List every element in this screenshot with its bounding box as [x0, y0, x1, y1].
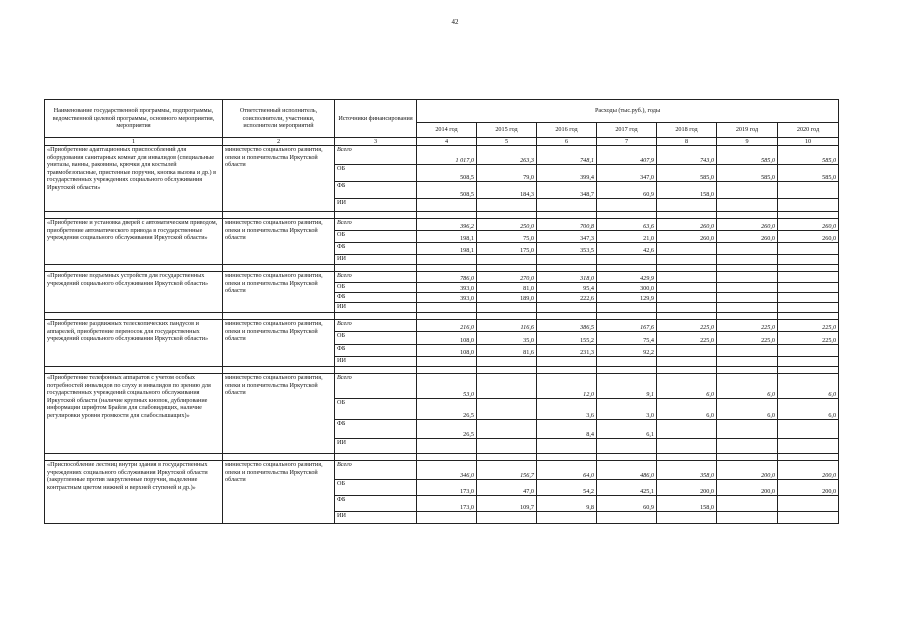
gap-cell: [335, 212, 417, 219]
expense-value: [537, 512, 597, 524]
funding-source: Всего: [335, 374, 417, 399]
activity-name: «Приобретение раздвижных телескопических пандусов и аппарелей, приобретение переносок для государственных учреждений социального обслуживания Иркутской области»: [45, 320, 223, 367]
expense-value: 92,2: [597, 345, 657, 357]
header-column-number: 6: [537, 138, 597, 146]
gap-cell: [657, 313, 717, 320]
expense-value: [717, 272, 778, 283]
expense-value: [778, 199, 839, 212]
table-row: [45, 219, 839, 231]
header-source: Источники финансирования: [335, 100, 417, 138]
expense-value: 75,4: [597, 332, 657, 345]
expense-value: [657, 439, 717, 454]
expense-value: 53,0: [417, 374, 477, 399]
gap-cell: [45, 265, 223, 272]
expense-value: 6,1: [597, 420, 657, 439]
funding-source: ФБ: [335, 496, 417, 512]
expense-value: 63,6: [597, 219, 657, 231]
expense-value: [717, 512, 778, 524]
expense-value: 8,4: [537, 420, 597, 439]
page-number: 42: [451, 18, 459, 26]
expense-value: [597, 255, 657, 265]
expense-value: [657, 303, 717, 313]
header-year: 2016 год: [537, 123, 597, 138]
gap-cell: [537, 313, 597, 320]
expense-value: 6,0: [657, 399, 717, 420]
expense-value: 167,6: [597, 320, 657, 332]
gap-cell: [45, 367, 223, 374]
expense-value: [778, 420, 839, 439]
expense-value: [778, 272, 839, 283]
funding-source: Всего: [335, 320, 417, 332]
gap-cell: [537, 367, 597, 374]
gap-cell: [717, 212, 778, 219]
gap-cell: [417, 265, 477, 272]
header-year: 2015 год: [477, 123, 537, 138]
header-expenses: Расходы (тыс.руб.), годы: [417, 100, 839, 123]
expense-value: 21,0: [597, 231, 657, 243]
expense-value: 26,5: [417, 420, 477, 439]
expense-value: 81,6: [477, 345, 537, 357]
header-column-number: 7: [597, 138, 657, 146]
expense-value: 200,0: [778, 480, 839, 496]
header-year: 2017 год: [597, 123, 657, 138]
expense-value: [778, 496, 839, 512]
expense-value: 508,5: [417, 182, 477, 199]
expense-value: [778, 345, 839, 357]
expense-value: 260,0: [717, 231, 778, 243]
expense-value: 270,0: [477, 272, 537, 283]
expense-value: 200,0: [778, 461, 839, 480]
gap-cell: [417, 367, 477, 374]
expense-value: 585,0: [717, 146, 778, 165]
expense-value: [717, 303, 778, 313]
expense-value: [477, 439, 537, 454]
expense-value: 60,9: [597, 496, 657, 512]
gap-cell: [477, 313, 537, 320]
gap-cell: [597, 265, 657, 272]
expense-value: 743,0: [657, 146, 717, 165]
gap-cell: [417, 454, 477, 461]
expense-value: [597, 303, 657, 313]
funding-source: ФБ: [335, 345, 417, 357]
expense-value: 184,3: [477, 182, 537, 199]
gap-cell: [778, 212, 839, 219]
activity-name: «Приспособление лестниц внутри здания в государственных учреждениях социального обслуживания Иркутской области (закругленные против закругленные поручни, выделение контрастным цветом нижней и верхней ступеней и др.)»: [45, 461, 223, 524]
header-year: 2020 год: [778, 123, 839, 138]
expense-value: 396,2: [417, 219, 477, 231]
expense-value: 358,0: [657, 461, 717, 480]
expense-value: 700,8: [537, 219, 597, 231]
expense-value: 81,0: [477, 283, 537, 293]
activity-executor: министерство социального развития, опеки и попечительства Иркутской области: [223, 146, 335, 212]
expense-value: [477, 374, 537, 399]
gap-cell: [223, 454, 335, 461]
expense-value: [657, 283, 717, 293]
expense-value: [537, 199, 597, 212]
table-row: [45, 146, 839, 165]
expense-value: 129,9: [597, 293, 657, 303]
gap-cell: [657, 265, 717, 272]
header-year: 2018 год: [657, 123, 717, 138]
gap-cell: [717, 367, 778, 374]
expense-value: [657, 293, 717, 303]
expense-value: 346,0: [417, 461, 477, 480]
expense-value: 748,1: [537, 146, 597, 165]
gap-cell: [335, 313, 417, 320]
gap-cell: [717, 265, 778, 272]
expense-value: [778, 283, 839, 293]
funding-source: Всего: [335, 219, 417, 231]
expense-value: 786,0: [417, 272, 477, 283]
funding-source: ИИ: [335, 439, 417, 454]
expense-value: 158,0: [657, 182, 717, 199]
gap-cell: [417, 212, 477, 219]
funding-source: Всего: [335, 461, 417, 480]
expense-value: [778, 243, 839, 255]
funding-source: ИИ: [335, 199, 417, 212]
expense-value: 158,0: [657, 496, 717, 512]
expense-value: 347,0: [597, 165, 657, 182]
expense-value: [717, 420, 778, 439]
budget-table: [44, 99, 839, 524]
expense-value: 225,0: [717, 332, 778, 345]
header-column-number: 10: [778, 138, 839, 146]
gap-cell: [477, 454, 537, 461]
expense-value: 347,3: [537, 231, 597, 243]
funding-source: ФБ: [335, 293, 417, 303]
gap-cell: [717, 454, 778, 461]
expense-value: 429,9: [597, 272, 657, 283]
funding-source: ИИ: [335, 512, 417, 524]
gap-cell: [778, 313, 839, 320]
expense-value: [657, 420, 717, 439]
expense-value: 260,0: [778, 231, 839, 243]
expense-value: 6,0: [778, 399, 839, 420]
header-column-numbers: [45, 138, 839, 146]
expense-value: 109,7: [477, 496, 537, 512]
header-column-number: 2: [223, 138, 335, 146]
expense-value: 9,8: [537, 496, 597, 512]
expense-value: 585,0: [778, 165, 839, 182]
expense-value: [657, 512, 717, 524]
gap-cell: [597, 454, 657, 461]
expense-value: [717, 357, 778, 367]
expense-value: 75,0: [477, 231, 537, 243]
expense-value: [778, 357, 839, 367]
expense-value: 64,0: [537, 461, 597, 480]
expense-value: 42,6: [597, 243, 657, 255]
table-body: [45, 146, 839, 524]
expense-value: [778, 255, 839, 265]
expense-value: 198,1: [417, 231, 477, 243]
expense-value: 318,0: [537, 272, 597, 283]
expense-value: 585,0: [657, 165, 717, 182]
gap-cell: [597, 212, 657, 219]
expense-value: 156,7: [477, 461, 537, 480]
row-gap: [45, 265, 839, 272]
gap-cell: [335, 265, 417, 272]
gap-cell: [45, 212, 223, 219]
expense-value: 508,5: [417, 165, 477, 182]
expense-value: 6,0: [657, 374, 717, 399]
activity-executor: министерство социального развития, опеки и попечительства Иркутской области: [223, 219, 335, 265]
expense-value: 399,4: [537, 165, 597, 182]
expense-value: 79,0: [477, 165, 537, 182]
expense-value: [417, 303, 477, 313]
expense-value: [657, 243, 717, 255]
expense-value: 189,0: [477, 293, 537, 303]
gap-cell: [45, 313, 223, 320]
header-column-number: 5: [477, 138, 537, 146]
expense-value: [597, 357, 657, 367]
expense-value: [778, 293, 839, 303]
header-column-number: 9: [717, 138, 778, 146]
funding-source: ФБ: [335, 182, 417, 199]
expense-value: 47,0: [477, 480, 537, 496]
funding-source: ОБ: [335, 165, 417, 182]
expense-value: [597, 512, 657, 524]
table-row: [45, 320, 839, 332]
header-year: 2019 год: [717, 123, 778, 138]
gap-cell: [477, 212, 537, 219]
funding-source: ИИ: [335, 303, 417, 313]
expense-value: 108,0: [417, 332, 477, 345]
expense-value: 173,0: [417, 496, 477, 512]
expense-value: [597, 199, 657, 212]
row-gap: [45, 313, 839, 320]
gap-cell: [45, 454, 223, 461]
expense-value: [477, 399, 537, 420]
expense-value: 407,9: [597, 146, 657, 165]
expense-value: 155,2: [537, 332, 597, 345]
expense-value: [417, 512, 477, 524]
expense-value: 173,0: [417, 480, 477, 496]
row-gap: [45, 454, 839, 461]
expense-value: [537, 439, 597, 454]
gap-cell: [537, 454, 597, 461]
expense-value: 200,0: [717, 461, 778, 480]
expense-value: 260,0: [657, 219, 717, 231]
expense-value: [477, 255, 537, 265]
expense-value: [417, 199, 477, 212]
expense-value: 231,3: [537, 345, 597, 357]
gap-cell: [597, 367, 657, 374]
table-row: [45, 374, 839, 399]
funding-source: ОБ: [335, 231, 417, 243]
gap-cell: [335, 367, 417, 374]
expense-value: [717, 283, 778, 293]
expense-value: 225,0: [657, 320, 717, 332]
funding-source: Всего: [335, 146, 417, 165]
table-row: [45, 461, 839, 480]
header-column-number: 3: [335, 138, 417, 146]
expense-value: 225,0: [778, 320, 839, 332]
expense-value: [477, 199, 537, 212]
expense-value: [717, 182, 778, 199]
gap-cell: [417, 313, 477, 320]
gap-cell: [477, 265, 537, 272]
gap-cell: [335, 454, 417, 461]
gap-cell: [717, 313, 778, 320]
expense-value: 250,0: [477, 219, 537, 231]
gap-cell: [223, 212, 335, 219]
expense-value: 386,5: [537, 320, 597, 332]
table-row: [45, 272, 839, 283]
expense-value: 35,0: [477, 332, 537, 345]
gap-cell: [657, 454, 717, 461]
expense-value: [778, 439, 839, 454]
expense-value: 95,4: [537, 283, 597, 293]
expense-value: [717, 293, 778, 303]
gap-cell: [597, 313, 657, 320]
gap-cell: [657, 212, 717, 219]
expense-value: [657, 357, 717, 367]
funding-source: ОБ: [335, 283, 417, 293]
expense-value: 260,0: [778, 219, 839, 231]
expense-value: 353,5: [537, 243, 597, 255]
expense-value: [477, 357, 537, 367]
header-column-number: 8: [657, 138, 717, 146]
expense-value: 225,0: [717, 320, 778, 332]
funding-source: ФБ: [335, 243, 417, 255]
activity-executor: министерство социального развития, опеки и попечительства Иркутской области: [223, 320, 335, 367]
expense-value: [417, 357, 477, 367]
expense-value: [657, 345, 717, 357]
expense-value: 585,0: [717, 165, 778, 182]
funding-source: ОБ: [335, 332, 417, 345]
row-gap: [45, 212, 839, 219]
activity-executor: министерство социального развития, опеки и попечительства Иркутской области: [223, 461, 335, 524]
expense-value: 175,0: [477, 243, 537, 255]
activity-name: «Приобретение подъемных устройств для государственных учреждений социального обслуживания Иркутской области»: [45, 272, 223, 313]
expense-value: [537, 303, 597, 313]
funding-source: Всего: [335, 272, 417, 283]
expense-value: [657, 255, 717, 265]
activity-executor: министерство социального развития, опеки и попечительства Иркутской области: [223, 374, 335, 454]
gap-cell: [537, 212, 597, 219]
expense-value: [417, 439, 477, 454]
expense-value: 6,0: [717, 399, 778, 420]
expense-value: 225,0: [657, 332, 717, 345]
expense-value: 116,6: [477, 320, 537, 332]
expense-value: [717, 496, 778, 512]
expense-value: 12,0: [537, 374, 597, 399]
expense-value: 393,0: [417, 283, 477, 293]
activity-name: «Приобретение адаптационных приспособлений для оборудования санитарных комнат для инвалидов (специальные унитазы, ванны, раковины, крючки для костылей травмобезопасные, пристенные поручни, кнопка вызова и др.) в государственных учреждениях социального обслуживания Иркутской области»: [45, 146, 223, 212]
expense-value: 198,1: [417, 243, 477, 255]
expense-value: 6,0: [778, 374, 839, 399]
expense-value: 3,6: [537, 399, 597, 420]
expense-value: [717, 439, 778, 454]
expense-value: [717, 243, 778, 255]
expense-value: 26,5: [417, 399, 477, 420]
row-gap: [45, 367, 839, 374]
expense-value: 108,0: [417, 345, 477, 357]
funding-source: ИИ: [335, 255, 417, 265]
expense-value: 300,0: [597, 283, 657, 293]
expense-value: 263,3: [477, 146, 537, 165]
funding-source: ИИ: [335, 357, 417, 367]
gap-cell: [223, 313, 335, 320]
expense-value: [657, 199, 717, 212]
header-year: 2014 год: [417, 123, 477, 138]
header-column-number: 1: [45, 138, 223, 146]
expense-value: [597, 439, 657, 454]
expense-value: [778, 512, 839, 524]
expense-value: [717, 345, 778, 357]
gap-cell: [223, 367, 335, 374]
header-executor: Ответственный исполнитель, соисполнители, участники, исполнители мероприятий: [223, 100, 335, 138]
expense-value: 200,0: [657, 480, 717, 496]
expense-value: 1 017,0: [417, 146, 477, 165]
expense-value: 60,9: [597, 182, 657, 199]
expense-value: 225,0: [778, 332, 839, 345]
gap-cell: [657, 367, 717, 374]
table-header: [45, 100, 839, 146]
expense-value: 3,0: [597, 399, 657, 420]
expense-value: 54,2: [537, 480, 597, 496]
expense-value: [717, 199, 778, 212]
expense-value: [778, 303, 839, 313]
gap-cell: [778, 367, 839, 374]
funding-source: ОБ: [335, 399, 417, 420]
gap-cell: [223, 265, 335, 272]
expense-value: 260,0: [657, 231, 717, 243]
activity-name: «Приобретение и установка дверей с автоматическим приводом, приобретение автоматического привода в государственные учреждения социального обслуживания Иркутской области»: [45, 219, 223, 265]
expense-value: [477, 420, 537, 439]
expense-value: 585,0: [778, 146, 839, 165]
expense-value: 348,7: [537, 182, 597, 199]
gap-cell: [537, 265, 597, 272]
expense-value: 222,6: [537, 293, 597, 303]
activity-name: «Приобретение телефонных аппаратов с учетом особых потребностей инвалидов по слуху и инвалидов по зрению для государственных учреждений социального обслуживания Иркутской области (наличие крупных кнопок, дублирование информации шрифтом Брайля для слабовидящих, наличие регулировки уровня громкости для слабослышащих)»: [45, 374, 223, 454]
expense-value: [657, 272, 717, 283]
expense-value: 9,1: [597, 374, 657, 399]
expense-value: [477, 512, 537, 524]
funding-source: ОБ: [335, 480, 417, 496]
gap-cell: [477, 367, 537, 374]
gap-cell: [778, 265, 839, 272]
expense-value: 200,0: [717, 480, 778, 496]
gap-cell: [778, 454, 839, 461]
expense-value: 6,0: [717, 374, 778, 399]
expense-value: [537, 357, 597, 367]
expense-value: [717, 255, 778, 265]
expense-value: 425,1: [597, 480, 657, 496]
expense-value: [537, 255, 597, 265]
expense-value: [417, 255, 477, 265]
funding-source: ФБ: [335, 420, 417, 439]
expense-value: [477, 303, 537, 313]
expense-value: 393,0: [417, 293, 477, 303]
header-column-number: 4: [417, 138, 477, 146]
header-name: Наименование государственной программы, подпрограммы, ведомственной целевой программы, основного мероприятия, мероприятия: [45, 100, 223, 138]
expense-value: 486,0: [597, 461, 657, 480]
expense-value: 260,0: [717, 219, 778, 231]
expense-value: 216,0: [417, 320, 477, 332]
expense-value: [778, 182, 839, 199]
activity-executor: министерство социального развития, опеки и попечительства Иркутской области: [223, 272, 335, 313]
